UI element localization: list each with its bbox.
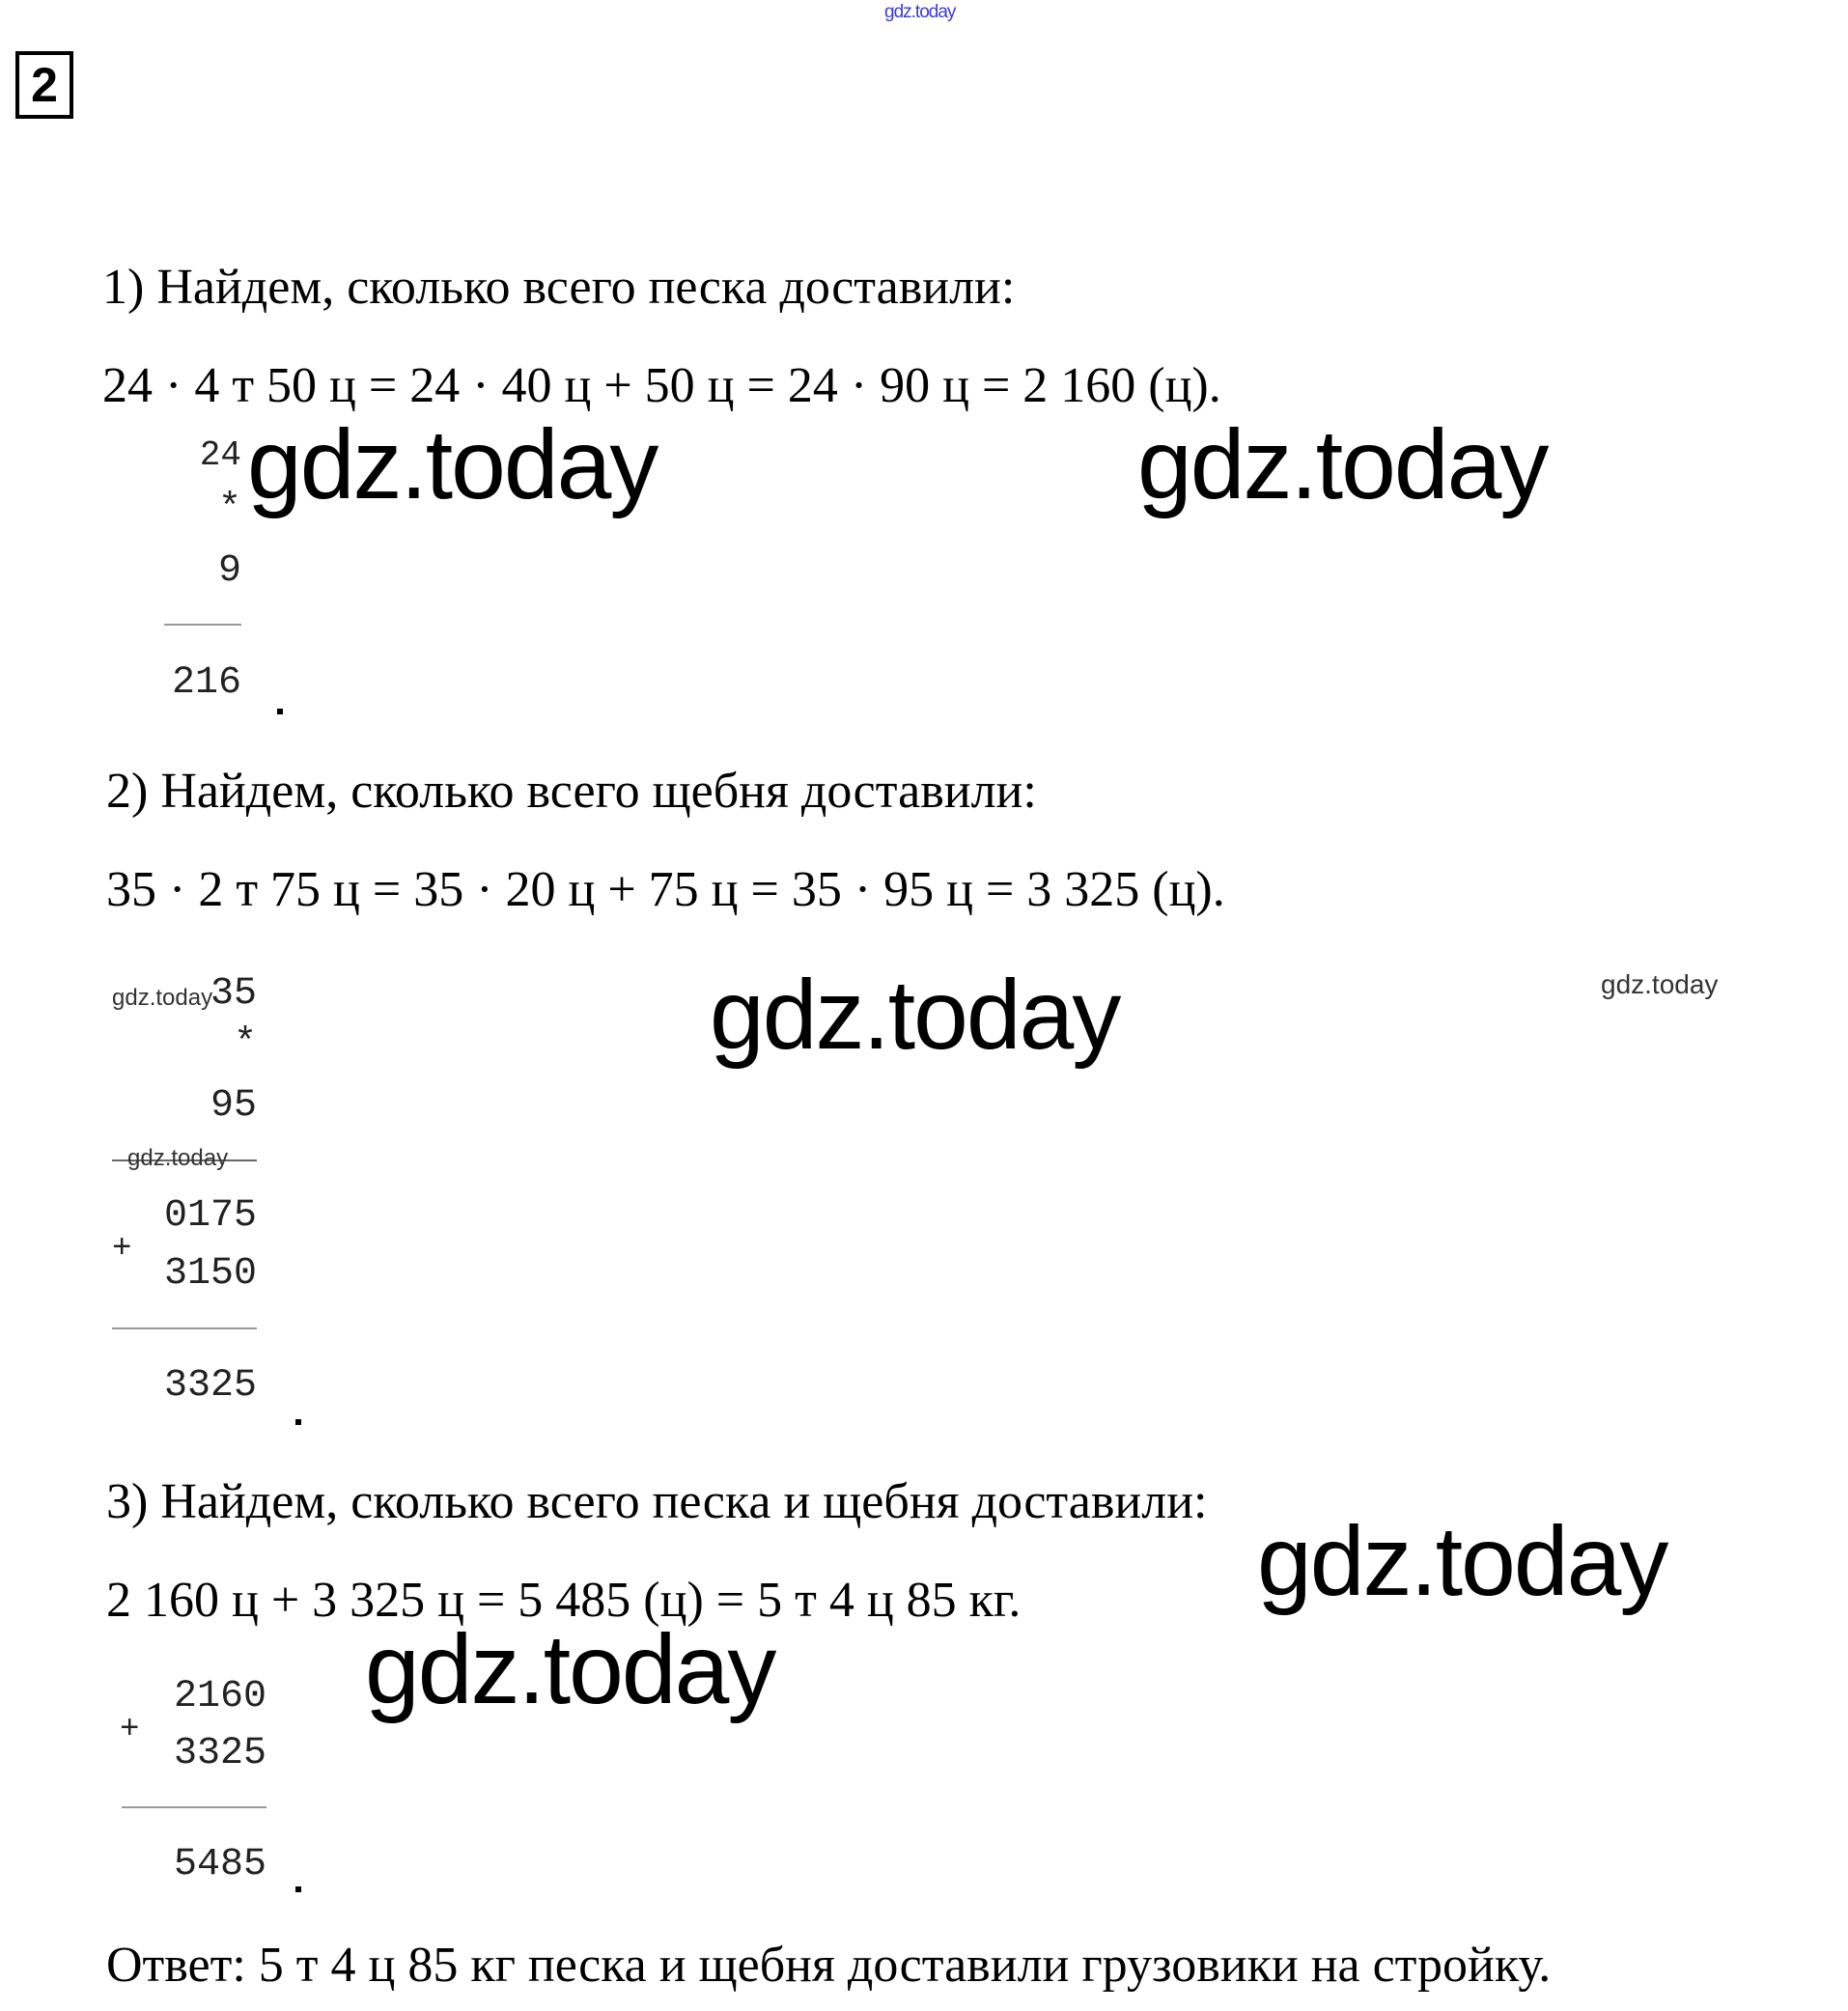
step2-col-op: * [233,1022,257,1066]
answer: Ответ: 5 т 4 ц 85 кг песка и щебня доставили грузовики на стройку. [106,1938,1552,1993]
watermark: gdz.today [365,1614,775,1724]
step2-dot [295,1419,301,1425]
step1-col-top: 24 [199,435,241,475]
step2-col-plus: + [112,1231,132,1268]
step1-col-second: 9 [217,549,241,593]
watermark-small: gdz.today [1601,969,1719,999]
step2-col-partial1: 0175 [163,1194,257,1238]
watermark: gdz.today [1137,409,1548,519]
step1-col-op: * [217,488,241,531]
watermark: gdz.today [247,409,658,519]
step1-equation: 24 · 4 т 50 ц = 24 · 40 ц + 50 ц = 24 · 90 ц = 2 160 (ц). [102,358,1221,413]
step3-col-result: 5485 [173,1843,266,1886]
top-watermark: gdz.today [884,2,956,22]
step2-col-result: 3325 [163,1364,257,1408]
step2-equation: 35 · 2 т 75 ц = 35 · 20 ц + 75 ц = 35 · 95 ц = 3 325 (ц). [106,862,1225,917]
watermark: gdz.today [710,960,1120,1070]
watermark: gdz.today [1257,1506,1667,1616]
step3-col-first: 2160 [173,1675,266,1718]
watermark-small: gdz.today [127,1145,229,1171]
step1-heading: 1) Найдем, сколько всего песка доставили: [102,260,1016,315]
step3-col-rule [122,1806,266,1808]
step2-heading: 2) Найдем, сколько всего щебня доставили: [106,764,1037,819]
step3-col-plus: + [120,1712,140,1748]
watermark-small: gdz.today [112,985,213,1011]
step2-col-second: 95 [210,1084,257,1128]
step3-equation: 2 160 ц + 3 325 ц = 5 485 (ц) = 5 т 4 ц 85 кг. [106,1573,1022,1628]
step3-dot [295,1886,301,1892]
step2-col-partial2: 3150 [163,1252,257,1296]
step1-dot [277,709,283,714]
step3-col-second: 3325 [173,1732,266,1775]
step1-col-rule [164,624,241,626]
step3-heading: 3) Найдем, сколько всего песка и щебня доставили: [106,1474,1208,1529]
step1-col-result: 216 [171,661,241,705]
step2-col-rule-2 [112,1327,257,1329]
task-number: 2 [15,51,73,119]
step2-col-top: 35 [210,972,257,1016]
